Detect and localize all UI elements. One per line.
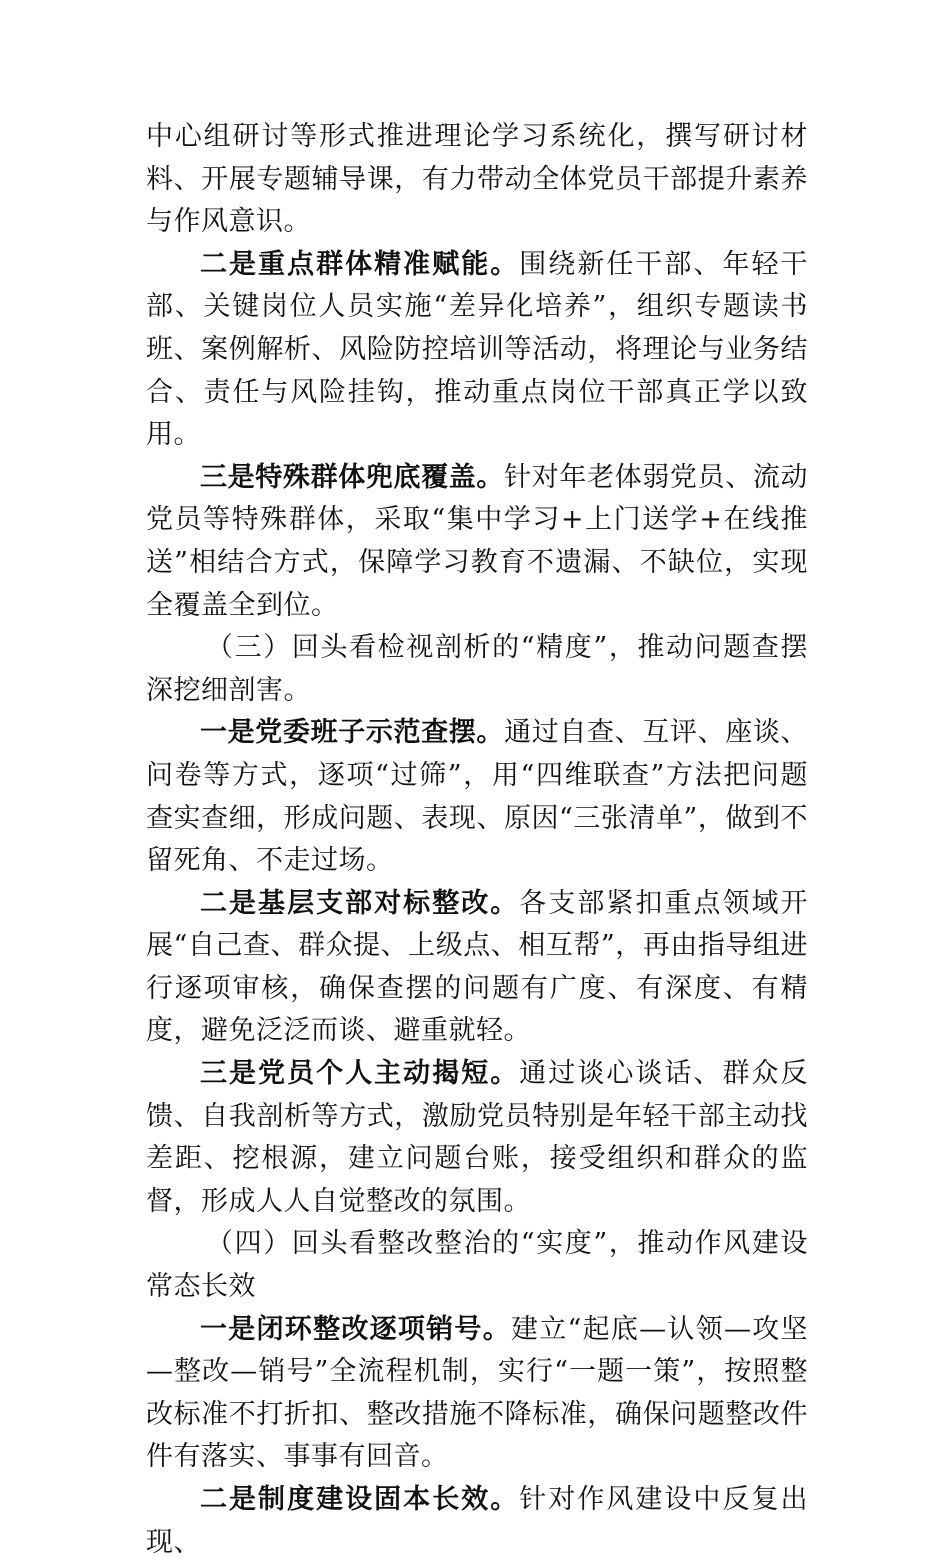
- paragraph-6-lead: 二是基层支部对标整改。: [200, 887, 520, 919]
- paragraph-1: [146, 116, 808, 244]
- paragraph-7-lead: 三是党员个人主动揭短。: [200, 1058, 520, 1090]
- paragraph-5: [146, 712, 808, 882]
- paragraph-10-text: 针对作风建设中反复出现、: [146, 1484, 809, 1558]
- paragraph-5-lead: 一是党委班子示范查摆。: [200, 717, 505, 749]
- document-page: [146, 116, 808, 1564]
- paragraph-10-lead: 二是制度建设固本长效。: [200, 1484, 520, 1515]
- paragraph-3: [146, 457, 808, 627]
- paragraph-1-text: 中心组研讨等形式推进理论学习系统化，撰写研讨材料、开展专题辅导课，有力带动全体党员干部提升素养与作风意识。: [146, 121, 808, 238]
- paragraph-7-text: 通过谈心谈话、群众反馈、自我剖析等方式，激励党员特别是年轻干部主动找差距、挖根源，建立问题台账，接受组织和群众的监督，形成人人自觉整改的氛围。: [146, 1058, 809, 1217]
- paragraph-5-text: 通过自查、互评、座谈、问卷等方式，逐项“过筛”，用“四维联查”方法把问题查实查细，形成问题、表现、原因“三张清单”，做到不留死角、不走过场。: [146, 717, 809, 877]
- paragraph-10: [146, 1479, 808, 1564]
- paragraph-6-text: 各支部紧扣重点领域开展“自己查、群众提、上级点、相互帮”，再由指导组进行逐项审核，确保查摆的问题有广度、有深度、有精度，避免泛泛而谈、避重就轻。: [146, 887, 809, 1047]
- section-heading-3-text: （三）回头看检视剖析的“精度”，推动问题查摆深挖细剖害。: [146, 632, 808, 706]
- paragraph-3-lead: 三是特殊群体兜底覆盖。: [200, 461, 505, 493]
- paragraph-6: [146, 883, 808, 1053]
- paragraph-3-text: 针对年老体弱党员、流动党员等特殊群体，采取“集中学习+上门送学+在线推送”相结合方式，保障学习教育不遗漏、不缺位，实现全覆盖全到位。: [146, 461, 809, 621]
- section-heading-4: [146, 1223, 808, 1308]
- paragraph-9-lead: 一是闭环整改逐项销号。: [200, 1313, 511, 1345]
- paragraph-2-lead: 二是重点群体精准赋能。: [200, 248, 520, 280]
- paragraph-9-text: 建立“起底—认领—攻坚—整改—销号”全流程机制，实行“一题一策”，按照整改标准不打折扣、整改措施不降标准，确保问题整改件件有落实、事事有回音。: [146, 1313, 808, 1473]
- paragraph-2: [146, 244, 808, 457]
- paragraph-7: [146, 1053, 808, 1223]
- section-heading-4-text: （四）回头看整改整治的“实度”，推动作风建设常态长效: [146, 1228, 808, 1303]
- paragraph-9: [146, 1309, 808, 1479]
- section-heading-3: [146, 627, 808, 712]
- paragraph-2-text: 围绕新任干部、年轻干部、关键岗位人员实施“差异化培养”，组织专题读书班、案例解析、风险防控培训等活动，将理论与业务结合、责任与风险挂钩，推动重点岗位干部真正学以致用。: [146, 248, 809, 451]
